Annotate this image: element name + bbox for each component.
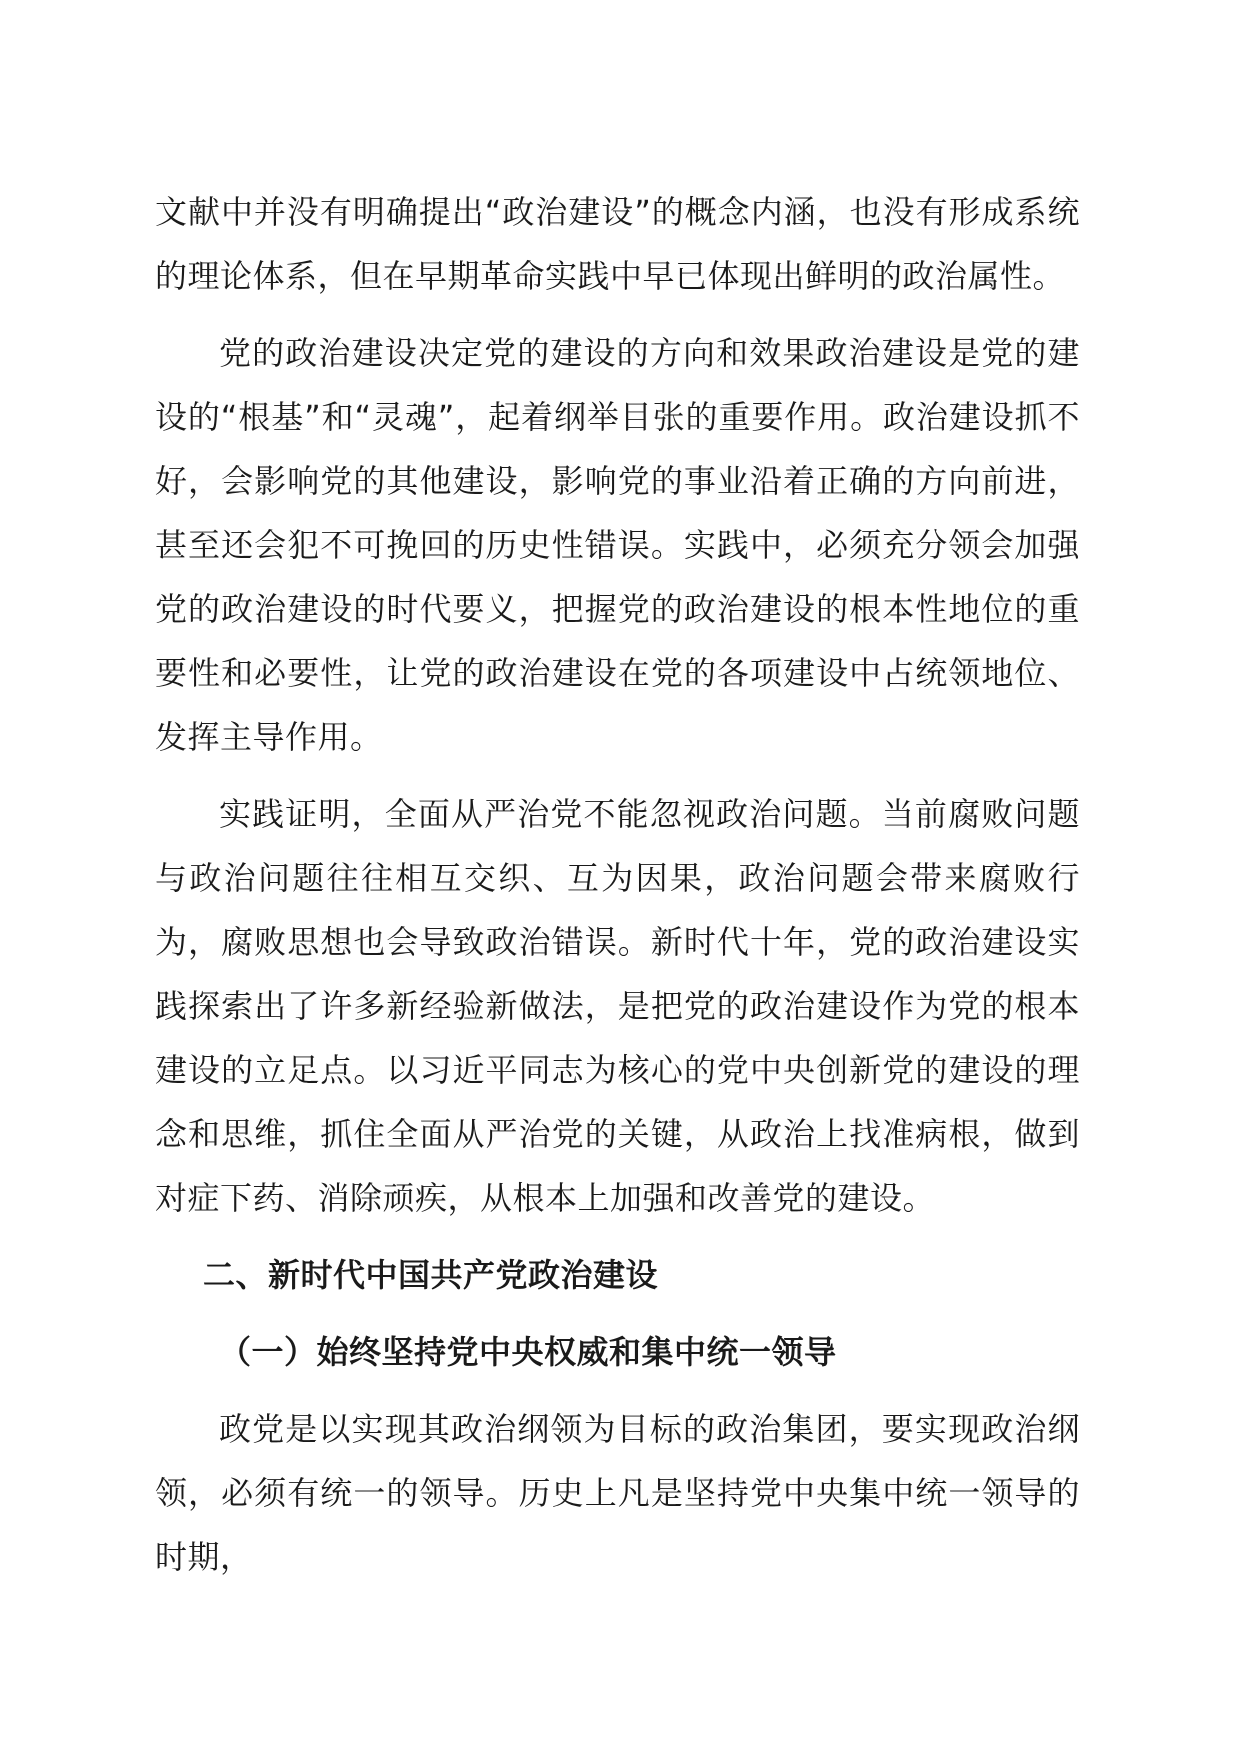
paragraph-political-building: 党的政治建设决定党的建设的方向和效果政治建设是党的建设的“根基”和“灵魂”，起着纲举目张的重要作用。政治建设抓不好，会影响党的其他建设，影响党的事业沿着正确的方向前进，甚至还会犯不可挽回的历史性错误。实践中，必须充分领会加强党的政治建设的时代要义，把握党的政治建设的根本性地位的重要性和必要性，让党的政治建设在党的各项建设中占统领地位、发挥主导作用。 <box>155 334 1080 756</box>
paragraph-continuation: 文献中并没有明确提出“政治建设”的概念内涵，也没有形成系统的理论体系，但在早期革命实践中早已体现出鲜明的政治属性。 <box>155 193 1080 295</box>
paragraph-gap <box>155 1307 1080 1320</box>
paragraph-gap <box>155 1230 1080 1243</box>
subsection-heading: （一）始终坚持党中央权威和集中统一领导 <box>219 1333 837 1371</box>
paragraph-gap <box>155 1384 1080 1397</box>
paragraph-gap <box>155 769 1080 782</box>
document-body <box>155 180 1080 1589</box>
paragraph-practice-proof: 实践证明，全面从严治党不能忽视政治问题。当前腐败问题与政治问题往往相互交织、互为因果，政治问题会带来腐败行为，腐败思想也会导致政治错误。新时代十年，党的政治建设实践探索出了许多新经验新做法，是把党的政治建设作为党的根本建设的立足点。以习近平同志为核心的党中央创新党的建设的理念和思维，抓住全面从严治党的关键，从政治上找准病根，做到对症下药、消除顽疾，从根本上加强和改善党的建设。 <box>155 795 1080 1217</box>
paragraph-unified-leadership: 政党是以实现其政治纲领为目标的政治集团，要实现政治纲领，必须有统一的领导。历史上凡是坚持党中央集中统一领导的时期， <box>155 1410 1080 1576</box>
section-heading: 二、新时代中国共产党政治建设 <box>203 1256 659 1294</box>
paragraph-gap <box>155 308 1080 321</box>
